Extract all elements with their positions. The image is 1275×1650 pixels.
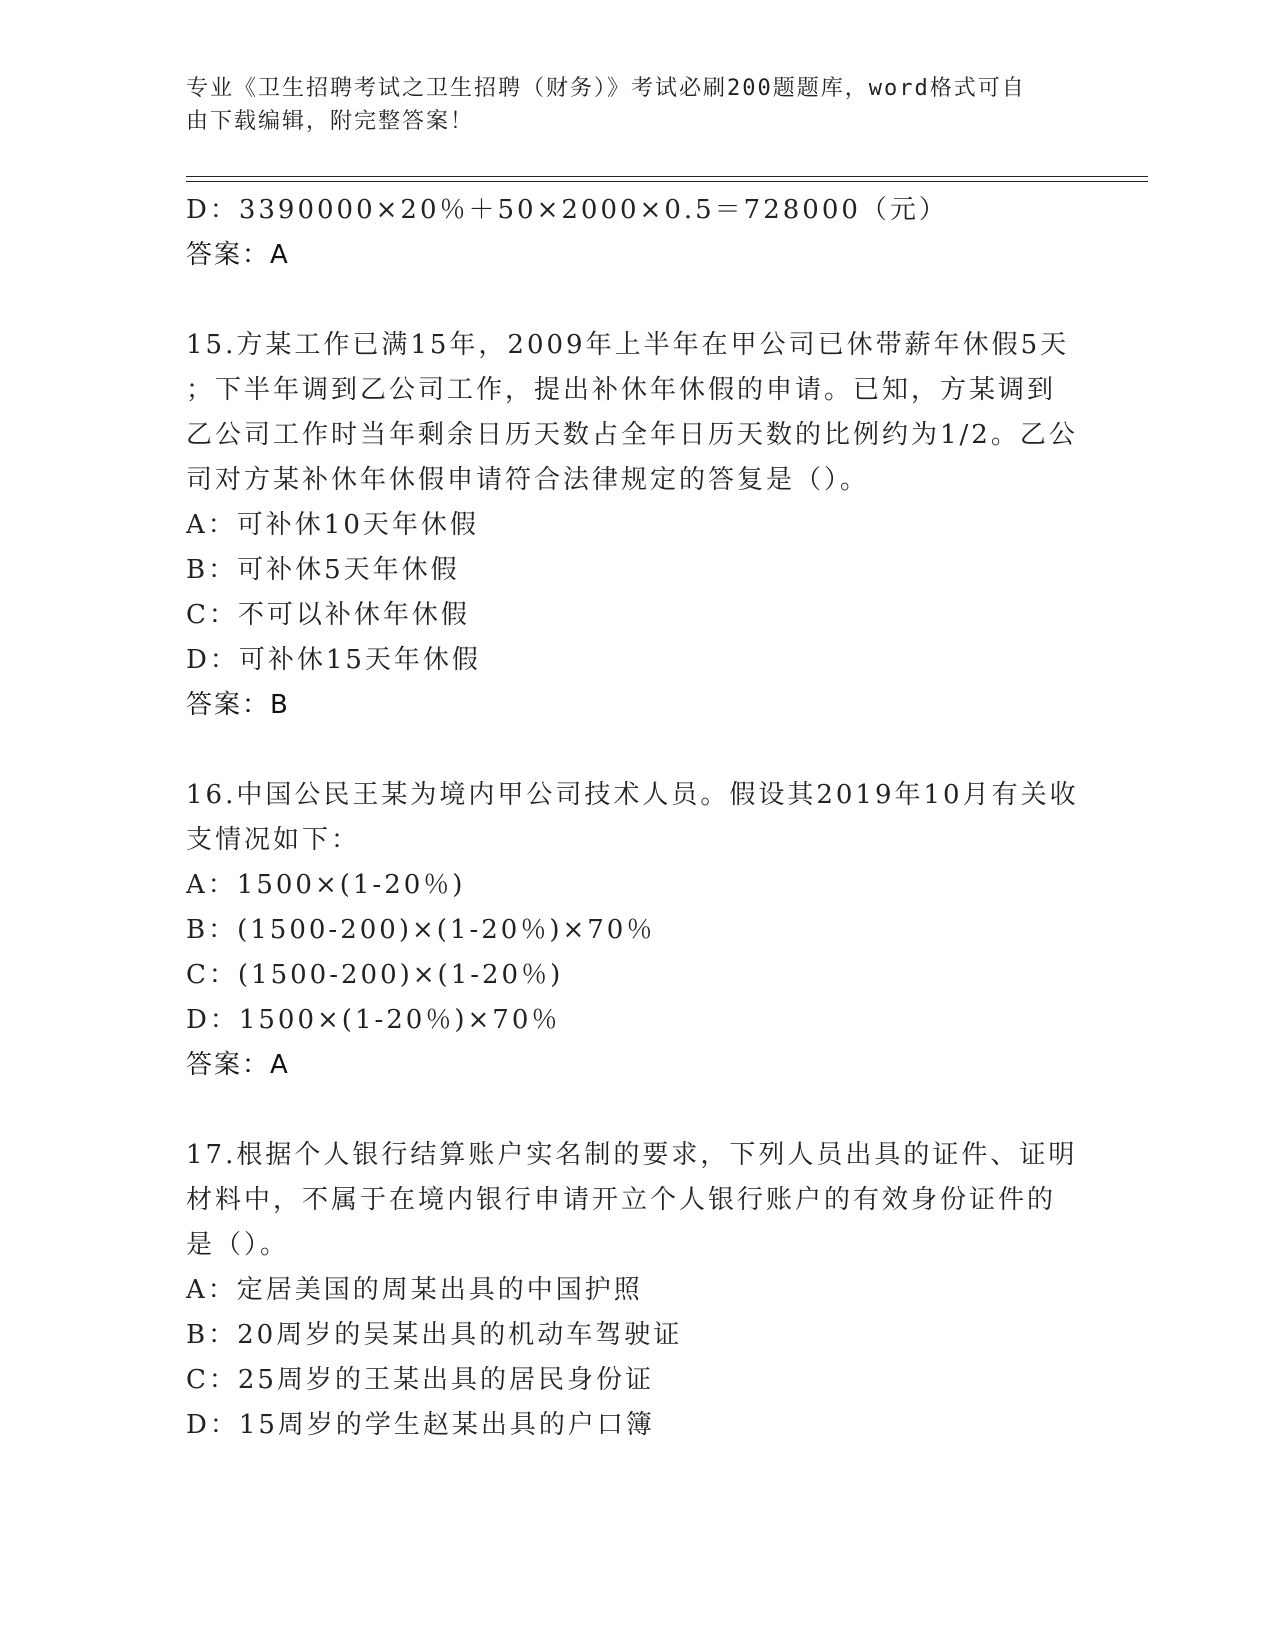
- question-stem: [186, 773, 1086, 863]
- stem-line: 16.中国公民王某为境内甲公司技术人员。假设其2019年10月有关收: [186, 780, 1079, 810]
- option-d: D：15周岁的学生赵某出具的户口簿: [186, 1410, 655, 1440]
- option-d: D：3390000×20％＋50×2000×0.5＝728000（元）: [186, 195, 948, 225]
- question-17: [186, 1133, 1086, 1448]
- option-a: A：定居美国的周某出具的中国护照: [186, 1275, 643, 1305]
- question-16: [186, 773, 1086, 1088]
- option-b: B：可补休5天年休假: [186, 555, 460, 585]
- stem-line: 材料中，不属于在境内银行申请开立个人银行账户的有效身份证件的: [186, 1185, 1057, 1215]
- answer-label: 答案：B: [186, 690, 290, 720]
- option-a: A：1500×(1-20％): [186, 870, 466, 900]
- stem-line: 是（）。: [186, 1230, 290, 1260]
- document-body: [186, 188, 1086, 1448]
- document-header: [186, 72, 1086, 138]
- answer-label: 答案：A: [186, 1050, 290, 1080]
- stem-line: 支情况如下：: [186, 825, 361, 855]
- option-c: C：不可以补休年休假: [186, 600, 470, 630]
- question-15: [186, 323, 1086, 728]
- stem-line: 17.根据个人银行结算账户实名制的要求，下列人员出具的证件、证明: [186, 1140, 1078, 1170]
- option-d: D：可补休15天年休假: [186, 645, 481, 675]
- stem-line: 15.方某工作已满15年，2009年上半年在甲公司已休带薪年休假5天: [186, 330, 1070, 360]
- stem-line: 司对方某补休年休假申请符合法律规定的答复是（）。: [186, 465, 870, 495]
- question-stem: [186, 1133, 1086, 1268]
- question-14-tail: [186, 188, 1086, 278]
- stem-line: ；下半年调到乙公司工作，提出补休年休假的申请。已知，方某调到: [186, 375, 1057, 405]
- question-stem: [186, 323, 1086, 503]
- option-b: B：20周岁的吴某出具的机动车驾驶证: [186, 1320, 683, 1350]
- option-a: A：可补休10天年休假: [186, 510, 479, 540]
- answer-label: 答案：A: [186, 240, 290, 270]
- option-d: D：1500×(1-20％)×70％: [186, 1005, 561, 1035]
- header-line-1: 专业《卫生招聘考试之卫生招聘（财务）》考试必刷200题题库，word格式可自: [186, 76, 1026, 101]
- stem-line: 乙公司工作时当年剩余日历天数占全年日历天数的比例约为1/2。乙公: [186, 420, 1078, 450]
- header-divider: [186, 176, 1148, 182]
- option-c: C：(1500-200)×(1-20％): [186, 960, 564, 990]
- header-line-2: 由下载编辑，附完整答案！: [186, 109, 475, 134]
- option-c: C：25周岁的王某出具的居民身份证: [186, 1365, 654, 1395]
- option-b: B：(1500-200)×(1-20％)×70％: [186, 915, 656, 945]
